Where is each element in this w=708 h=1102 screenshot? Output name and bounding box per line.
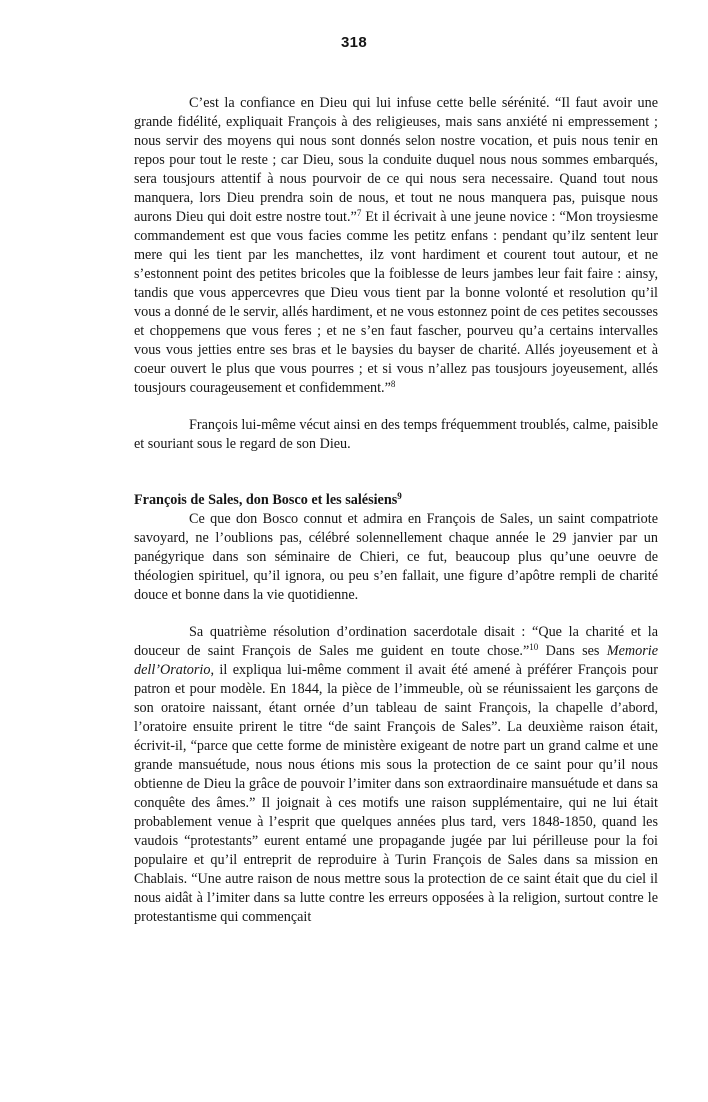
book-title: Memorie dell’Oratorio [134, 643, 658, 678]
body-text [134, 94, 658, 927]
footnote-ref-10[interactable]: 10 [529, 642, 539, 652]
paragraph-don-bosco [134, 510, 658, 605]
footnote-ref-9[interactable]: 9 [397, 491, 402, 501]
paragraph-confiance [134, 94, 658, 398]
paragraph-text: Ce que don Bosco connut et admira en François de Sales, un saint compatriote savoyard, ne l’oublions pas, célébré solennellement chaque année le 29 janvier par un panégyrique dans son séminaire de Chieri, ce fut, beaucoup plus qu’une oeuvre de théologien spirituel, qu’il ignora, ou peu s’en fallait, une figure d’apôtre rempli de charité douce et bonne dans la vie quotidienne. [134, 511, 658, 603]
paragraph-resolution [134, 623, 658, 927]
paragraph-text: , il expliqua lui-même comment il avait été amené à préférer François pour patron et pour modèle. En 1844, la pièce de l’immeuble, où se réunissaient les garçons de son oratoire naissant, étant ornée d’un tableau de saint François, la chapelle d’abord, l’oratoire ensuite prirent le titre “de saint François de Sales”. La deuxième raison était, écrivit-il, “parce que cette forme de ministère exigeant de notre part un grand calme et une grande mansuétude, nous nous étions mis sous la protection de ce saint pour qu’il nous obtienne de Dieu la grâce de pouvoir l’imiter dans son extraordinaire mansuétude et dans sa conquête des âmes.” Il joignait à ces motifs une raison supplémentaire, qui ne lui était probablement venue à l’esprit que quelques années plus tard, vers 1848-1850, quand les vaudois “protestants” eurent entamé une propagande jugée par lui périlleuse pour la foi populaire et qu’il entreprit de reproduire à Turin François de Sales dans sa mission en Chablais. “Une autre raison de nous mettre sous la protection de ce saint était que du ciel il nous aidât à l’imiter dans sa lutte contre les erreurs opposées à la religion, surtout contre le protestantisme qui commençait [134, 662, 658, 925]
paragraph-text: C’est la confiance en Dieu qui lui infuse cette belle sérénité. “Il faut avoir une grande fidélité, expliquait François à des religieuses, mais sans anxiété ni empressement ; nous servir des moyens qui nous sont donnés selon nostre vocation, et puis nous tenir en repos pour tout le reste ; car Dieu, sous la conduite duquel nous nous sommes embarqués, sera tousjours attentif à nous pourvoir de ce qui nous sera necessaire. Quand tout nous manquera, lors Dieu prendra soin de nous, et tout ne nous manquera pas, puisque nous aurons Dieu qui doit estre nostre tout.” [134, 95, 658, 225]
paragraph-francois-vecut [134, 416, 658, 454]
footnote-ref-7[interactable]: 7 [356, 208, 362, 218]
section-heading [134, 491, 658, 510]
paragraph-text: François lui-même vécut ainsi en des temps fréquemment troublés, calme, paisible et souriant sous le regard de son Dieu. [134, 417, 658, 452]
section [134, 491, 658, 605]
section-heading-text: François de Sales, don Bosco et les salésiens [134, 492, 398, 508]
paragraph-text: Et il écrivait à une jeune novice : “Mon troysiesme commandement est que vous facies comme les petitz enfans : pendant qu’ilz sentent leur mere qui les tient par les manchettes, ilz vont hardiment et courent tout autour, et ne s’estonnent point des petites bricoles que la foiblesse de leurs jambes leur fait faire : ainsy, tandis que vous appercevres que Dieu vous tient par la bonne volonté et resolution qu’il vous a donné de le servir, allés hardiment, et ne vous estonnez point de ces petites secousses et choppemens que vous feres ; et ne s’en faut fascher, pourveu qu’a certains intervalles vous vous jetties entre ses bras et le baysies du bayser de charité. Allés joyeusement et à coeur ouvert le plus que vous pourres ; et si vous n’allez pas tousjours joyeusement, allés tousjours courageusement et confidemment.” [134, 209, 658, 396]
page-number: 318 [341, 34, 367, 51]
footnote-ref-8[interactable]: 8 [390, 379, 396, 389]
paragraph-text: Dans ses [538, 643, 607, 659]
paragraph-text: Sa quatrième résolution d’ordination sacerdotale disait : “Que la charité et la douceur de saint François de Sales me guident en toute chose.” [134, 624, 658, 659]
